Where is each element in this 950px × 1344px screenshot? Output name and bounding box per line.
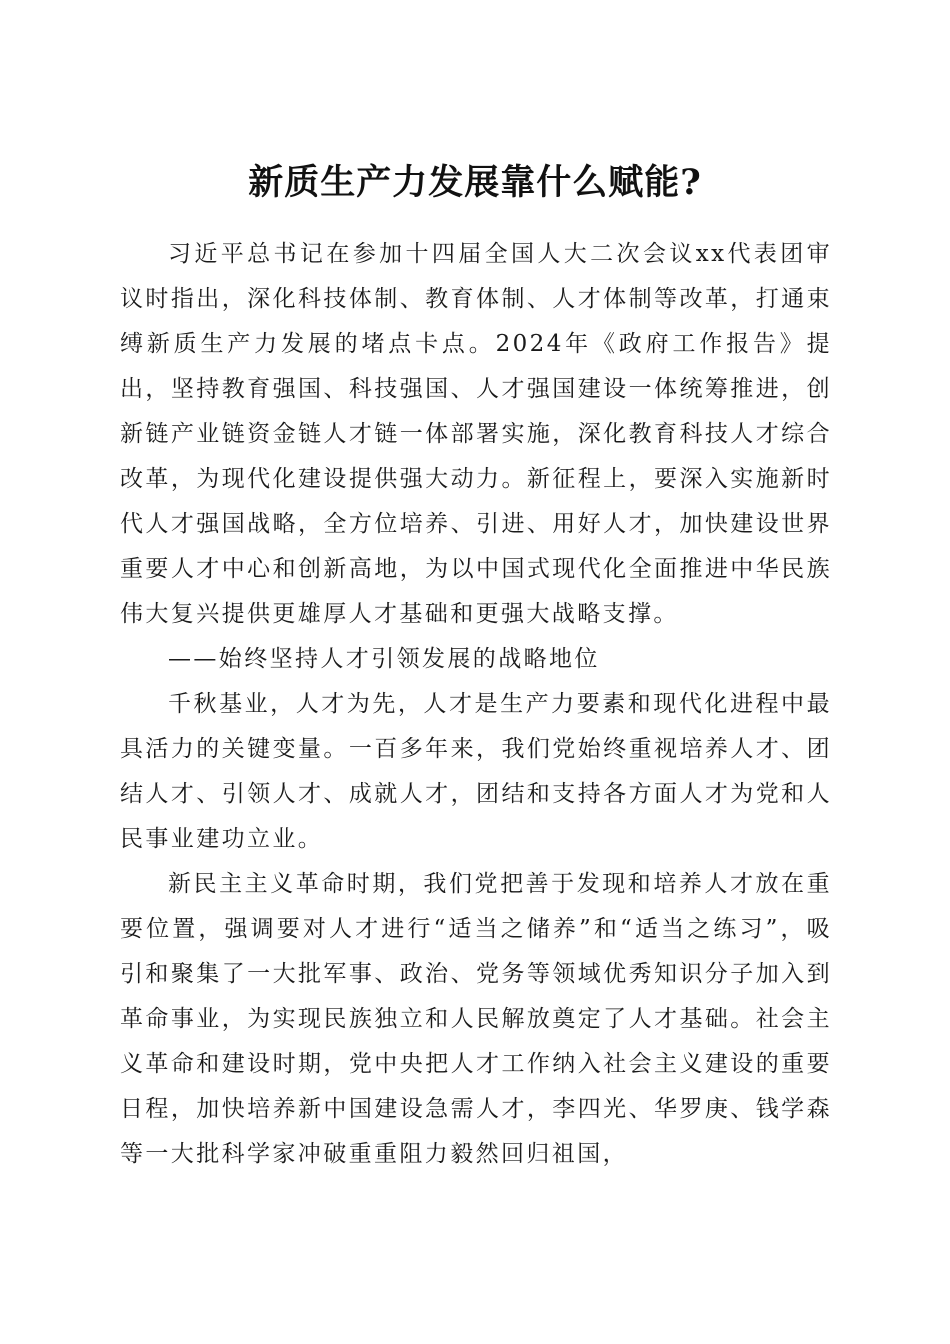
paragraph-history: 新民主主义革命时期，我们党把善于发现和培养人才放在重要位置，强调要对人才进行“适当之储养”和“适当之练习”，吸引和聚集了一大批军事、政治、党务等领域优秀知识分子加入到革命事业，为实现民族独立和人民解放奠定了人才基础。社会主义革命和建设时期，党中央把人才工作纳入社会主义建设的重要日程，加快培养新中国建设急需人才，李四光、华罗庚、钱学森等一大批科学家冲破重重阻力毅然回归祖国， bbox=[120, 871, 832, 1167]
paragraph-talent-foundation: 千秋基业，人才为先，人才是生产力要素和现代化进程中最具活力的关键变量。一百多年来，我们党始终重视培养人才、团结人才、引领人才、成就人才，团结和支持各方面人才为党和人民事业建功立业。 bbox=[120, 691, 832, 852]
document-title: 新质生产力发展靠什么赋能? bbox=[248, 162, 702, 204]
document-body bbox=[120, 232, 832, 1177]
paragraph-intro: 习近平总书记在参加十四届全国人大二次会议xx代表团审议时指出，深化科技体制、教育体制、人才体制等改革，打通束缚新质生产力发展的堵点卡点。2024年《政府工作报告》提出，坚持教育强国、科技强国、人才强国建设一体统筹推进，创新链产业链资金链人才链一体部署实施，深化教育科技人才综合改革，为现代化建设提供强大动力。新征程上，要深入实施新时代人才强国战略，全方位培养、引进、用好人才，加快建设世界重要人才中心和创新高地，为以中国式现代化全面推进中华民族伟大复兴提供更雄厚人才基础和更强大战略支撑。 bbox=[120, 241, 832, 627]
section-heading: ——始终坚持人才引领发展的战略地位 bbox=[168, 646, 600, 672]
